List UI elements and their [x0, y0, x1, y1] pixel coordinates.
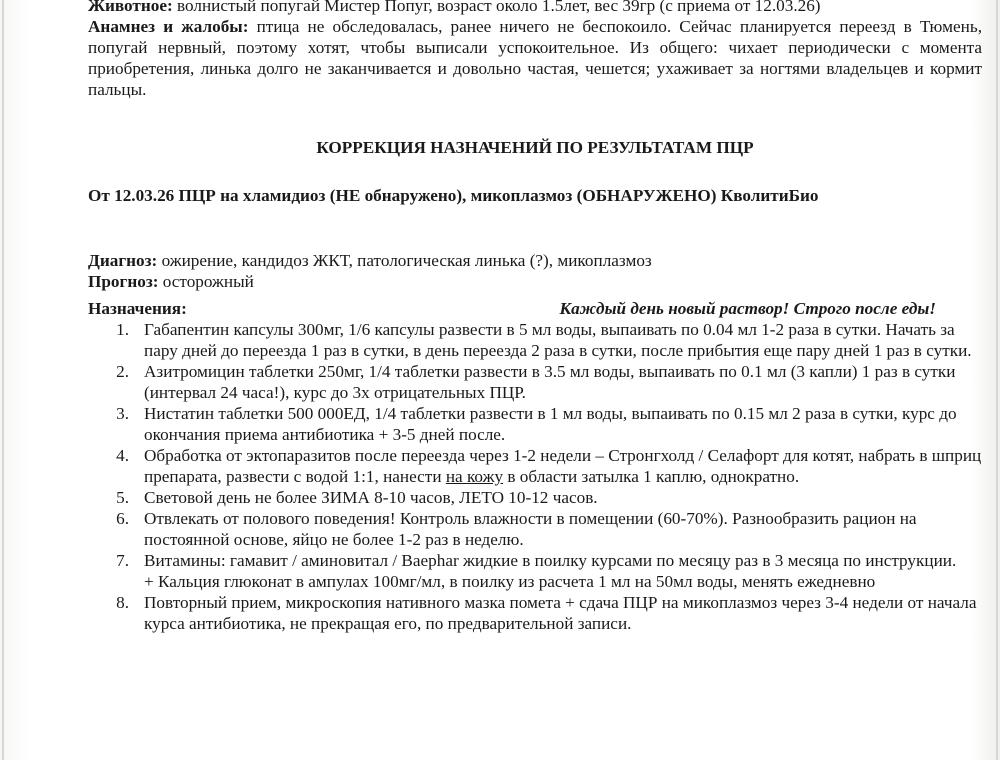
prescriptions-list	[88, 319, 982, 634]
list-item-text: Азитромицин таблетки 250мг, 1/4 таблетки развести в 3.5 мл воды, выпаивать по 0.1 мл (3 капли) 1 раз в сутки (интервал 24 часа!), курс до 3х отрицательных ПЦР.	[144, 362, 956, 402]
prescriptions-label: Назначения:	[88, 299, 187, 318]
prescriptions-note: Каждый день новый раствор! Строго после еды!	[559, 299, 936, 318]
diagnosis-line	[88, 250, 982, 271]
list-item-number: 2.	[116, 362, 129, 381]
diagnosis-text: ожирение, кандидоз ЖКТ, патологическая линька (?), микоплазмоз	[161, 251, 652, 270]
diagnosis-label: Диагноз:	[88, 251, 158, 270]
diagnosis-block	[88, 250, 982, 292]
animal-label: Животное:	[88, 0, 173, 15]
list-item	[88, 319, 982, 361]
prognosis-label: Прогноз:	[88, 272, 159, 291]
underlined-text: на кожу	[445, 467, 504, 486]
animal-line	[88, 0, 982, 16]
list-item-number: 7.	[116, 551, 129, 570]
prognosis-line	[88, 271, 982, 292]
list-item	[88, 550, 982, 592]
list-item-text: Габапентин капсулы 300мг, 1/6 капсулы развести в 5 мл воды, выпаивать по 0.04 мл 1-2 раза в сутки. Начать за пару дней до переезда 1 раз в сутки, в день переезда 2 раза в сутки, после прибытия еще пару дней 1 раз в сутки.	[144, 320, 972, 360]
list-item	[88, 592, 982, 634]
list-item	[88, 508, 982, 550]
list-item-number: 8.	[116, 593, 129, 612]
list-item-text-part: Обработка от эктопаразитов после переезда через 1-2 недели – Стронгхолд / Селафорт для котят, набрать в шприц препарата, развести с водой 1:1, нанести	[144, 446, 982, 486]
animal-text: волнистый попугай Мистер Попуг, возраст около 1.5лет, вес 39гр (с приема от 12.03.26)	[177, 0, 821, 15]
list-item-number: 3.	[116, 404, 129, 423]
list-item-text	[144, 445, 982, 487]
list-item	[88, 445, 982, 487]
list-item-number: 6.	[116, 509, 129, 528]
list-item-number: 1.	[116, 320, 129, 339]
list-item-text-part: Витамины: гамавит / аминовитал / Baephar жидкие в поилку курсами по месяцу раз в 3 месяца по инструкции.	[144, 551, 957, 570]
list-item-text: Световой день не более ЗИМА 8-10 часов, ЛЕТО 10-12 часов.	[144, 488, 598, 507]
list-item-text	[144, 550, 982, 592]
list-item	[88, 403, 982, 445]
document-title: КОРРЕКЦИЯ НАЗНАЧЕНИЙ ПО РЕЗУЛЬТАТАМ ПЦР	[316, 138, 754, 157]
page-right-edge	[996, 0, 998, 760]
list-item-number: 4.	[116, 446, 129, 465]
prognosis-text: осторожный	[162, 272, 254, 291]
list-item-text: Отвлекать от полового поведения! Контроль влажности в помещении (60-70%). Разнообразить рацион на постоянной основе, яйцо не более 1-2 раз в неделю.	[144, 509, 917, 549]
list-item-text: Повторный прием, микроскопия нативного мазка помета + сдача ПЦР на микоплазмоз через 3-4 недели от начала курса антибиотика, не прекращая его, по предварительной записи.	[144, 593, 977, 633]
patient-header	[88, 0, 982, 100]
list-item	[88, 487, 982, 508]
list-item-extra-text: + Кальция глюконат в ампулах 100мг/мл, в поилку из расчета 1 мл на 50мл воды, менять ежедневно	[144, 572, 876, 591]
anamnesis-label: Анамнез и жалобы:	[88, 17, 249, 36]
page-left-edge	[2, 0, 4, 760]
list-item-text: Нистатин таблетки 500 000ЕД, 1/4 таблетки развести в 1 мл воды, выпаивать по 0.15 мл 2 раза в сутки, курс до окончания приема антибиотика + 3-5 дней после.	[144, 404, 957, 444]
anamnesis-text: птица не обследовалась, ранее ничего не беспокоило. Сейчас планируется переезд в Тюмень, попугай нервный, поэтому хотят, чтобы выписали успокоительное. Из общего: чихает периодически с момента приобретения, линька долго не заканчивается и довольно частая, чешется; ухаживает за ногтями владельцев и кормит пальцы.	[88, 17, 983, 99]
anamnesis-paragraph	[88, 16, 982, 100]
list-item-text-part: в области затылка 1 каплю, однократно.	[503, 467, 800, 486]
list-item	[88, 361, 982, 403]
prescriptions-header	[88, 298, 982, 319]
prescriptions-block	[88, 298, 982, 634]
list-item-number: 5.	[116, 488, 129, 507]
pcr-result-line: От 12.03.26 ПЦР на хламидиоз (НЕ обнаружено), микоплазмоз (ОБНАРУЖЕНО) КволитиБио	[88, 186, 819, 205]
